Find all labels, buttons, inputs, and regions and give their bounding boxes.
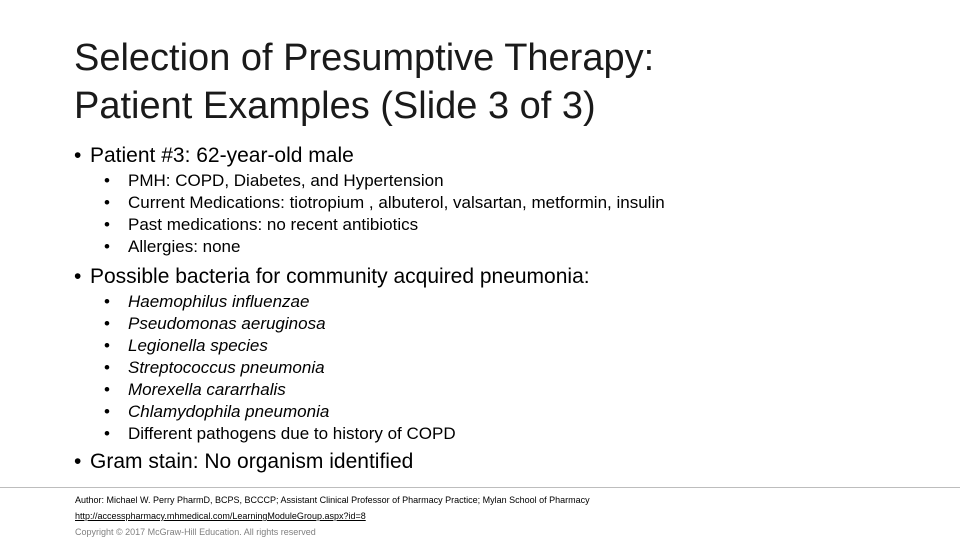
patient-detail-text: Current Medications: tiotropium , albuterol, valsartan, metformin, insulin xyxy=(128,193,665,212)
bacteria-item xyxy=(104,313,934,335)
footer-divider xyxy=(0,487,960,488)
bullet-icon: • xyxy=(104,193,110,212)
slide-footer xyxy=(75,492,935,540)
slide-body xyxy=(74,142,934,476)
patient-detail-item xyxy=(104,214,934,236)
bullet-icon: • xyxy=(104,358,110,377)
slide-title-line-1: Selection of Presumptive Therapy: xyxy=(74,37,655,79)
patient-detail-text: PMH: COPD, Diabetes, and Hypertension xyxy=(128,171,444,190)
bullet-icon: • xyxy=(104,237,110,256)
patient-detail-item xyxy=(104,170,934,192)
footer-author: Author: Michael W. Perry PharmD, BCPS, BCCCP; Assistant Clinical Professor of Pharmacy Practice; Mylan School of Pharmacy xyxy=(75,495,590,505)
gram-stain-text: Gram stain: No organism identified xyxy=(90,450,414,473)
patient-detail-item xyxy=(104,192,934,214)
footer-link[interactable]: http://accesspharmacy.mhmedical.com/LearningModuleGroup.aspx?id=8 xyxy=(75,511,366,521)
slide-title xyxy=(74,34,934,130)
bullet-icon: • xyxy=(104,380,110,399)
bullet-icon: • xyxy=(74,265,82,288)
patient-details-list xyxy=(104,170,934,258)
bullet-icon: • xyxy=(104,171,110,190)
bullet-icon: • xyxy=(104,402,110,421)
bacteria-name: Legionella species xyxy=(128,336,268,355)
patient-detail-item xyxy=(104,236,934,258)
bacteria-name: Chlamydophila pneumonia xyxy=(128,402,330,421)
bacteria-item xyxy=(104,335,934,357)
patient-heading: Patient #3: 62-year-old male xyxy=(90,144,354,167)
patient-detail-text: Past medications: no recent antibiotics xyxy=(128,215,419,234)
patient-detail-text: Allergies: none xyxy=(128,237,241,256)
bullet-icon: • xyxy=(104,215,110,234)
bullet-icon: • xyxy=(104,314,110,333)
bacteria-item xyxy=(104,379,934,401)
bullet-icon: • xyxy=(104,336,110,355)
patient-heading-bullet xyxy=(74,142,934,170)
bacteria-name: Haemophilus influenzae xyxy=(128,292,310,311)
footer-copyright: Copyright © 2017 McGraw-Hill Education. All rights reserved xyxy=(75,527,316,537)
bacteria-note: Different pathogens due to history of COPD xyxy=(128,424,456,443)
bullet-icon: • xyxy=(74,144,82,167)
bacteria-list xyxy=(104,291,934,445)
bacteria-heading-bullet xyxy=(74,263,934,291)
bacteria-name: Morexella cararrhalis xyxy=(128,380,286,399)
bullet-icon: • xyxy=(104,424,110,443)
bullet-icon: • xyxy=(74,450,82,473)
bacteria-item xyxy=(104,401,934,423)
bacteria-name: Pseudomonas aeruginosa xyxy=(128,314,326,333)
gram-stain-bullet xyxy=(74,448,934,476)
slide-title-line-2: Patient Examples (Slide 3 of 3) xyxy=(74,85,596,127)
bullet-icon: • xyxy=(104,292,110,311)
bacteria-item xyxy=(104,357,934,379)
bacteria-heading: Possible bacteria for community acquired pneumonia: xyxy=(90,265,590,288)
bacteria-item xyxy=(104,291,934,313)
bacteria-name: Streptococcus pneumonia xyxy=(128,358,325,377)
bacteria-item xyxy=(104,423,934,445)
